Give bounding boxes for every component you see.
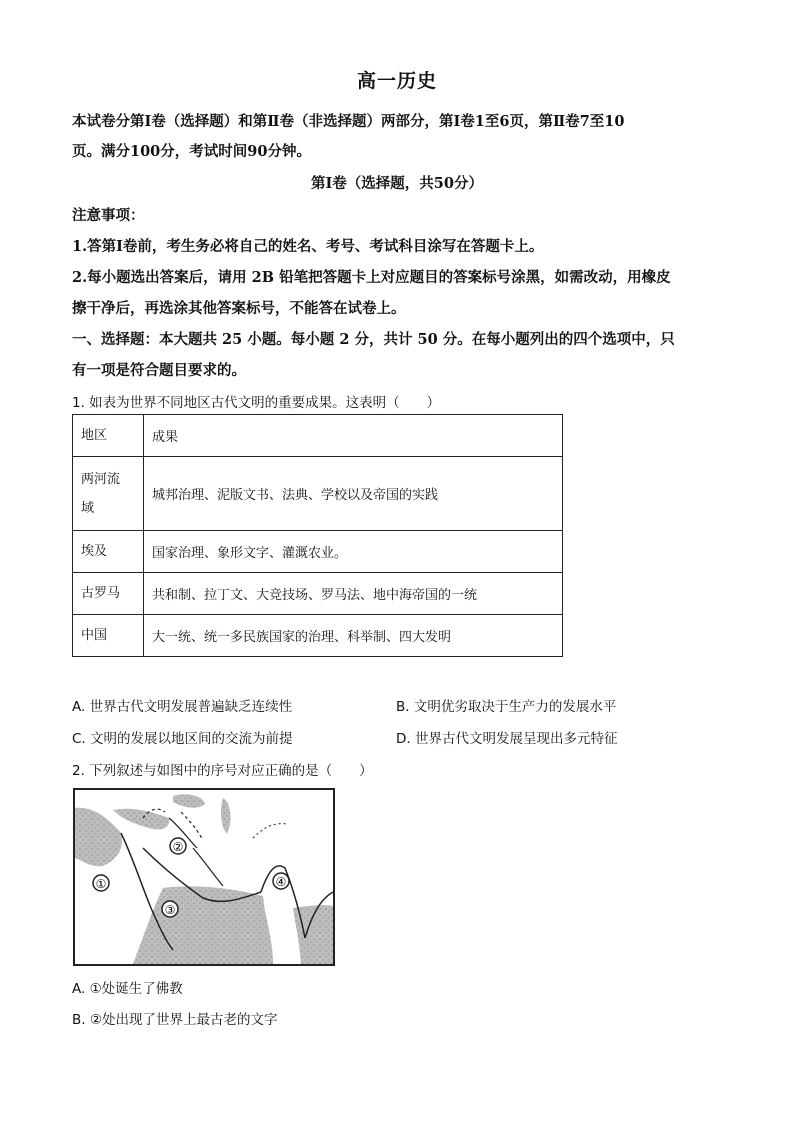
q1-option-b: B. 文明优劣取决于生产力的发展水平 bbox=[396, 699, 617, 715]
table-header-row bbox=[73, 415, 563, 457]
table-row bbox=[73, 615, 563, 657]
notice-heading: 注意事项： bbox=[72, 207, 145, 224]
intro-line-2: 页。满分100分，考试时间90分钟。 bbox=[72, 143, 311, 160]
achievements-table bbox=[72, 414, 563, 657]
notice-item-2-line-1: 2.每小题选出答案后，请用 2B 铅笔把答题卡上对应题目的答案标号涂黑，如需改动，用橡皮 bbox=[72, 269, 671, 286]
intro-line-1: 本试卷分第Ⅰ卷（选择题）和第Ⅱ卷（非选择题）两部分，第Ⅰ卷1至6页，第Ⅱ卷7至10 bbox=[72, 113, 625, 130]
table-cell-result: 国家治理、象形文字、灌溉农业。 bbox=[144, 531, 563, 573]
question-2-stem: 2. 下列叙述与如图中的序号对应正确的是（ ） bbox=[72, 763, 373, 779]
ancient-civilizations-map bbox=[73, 788, 335, 966]
table-cell-region: 古罗马 bbox=[73, 573, 144, 615]
table-cell-result: 城邦治理、泥版文书、法典、学校以及帝国的实践 bbox=[144, 457, 563, 531]
table-cell-region: 中国 bbox=[73, 615, 144, 657]
map-marker-3: ③ bbox=[164, 903, 176, 917]
q2-option-a: A. ①处诞生了佛教 bbox=[72, 981, 183, 997]
table-header-result: 成果 bbox=[144, 415, 563, 457]
section-title: 第Ⅰ卷（选择题，共50分） bbox=[311, 175, 483, 192]
table-cell-result: 共和制、拉丁文、大竞技场、罗马法、地中海帝国的一统 bbox=[144, 573, 563, 615]
table-header-region: 地区 bbox=[73, 415, 144, 457]
table-cell-result: 大一统、统一多民族国家的治理、科举制、四大发明 bbox=[144, 615, 563, 657]
part-one-line-1: 一、选择题：本大题共 25 小题。每小题 2 分，共计 50 分。在每小题列出的四个选项中，只 bbox=[72, 331, 675, 348]
table-row bbox=[73, 531, 563, 573]
q1-option-a: A. 世界古代文明发展普遍缺乏连续性 bbox=[72, 699, 293, 715]
table-cell-region: 两河流 域 bbox=[73, 457, 144, 531]
q1-option-c: C. 文明的发展以地区间的交流为前提 bbox=[72, 731, 293, 747]
q2-option-b: B. ②处出现了世界上最古老的文字 bbox=[72, 1012, 278, 1028]
map-marker-4: ④ bbox=[275, 875, 287, 889]
notice-item-2-line-2: 擦干净后，再选涂其他答案标号，不能答在试卷上。 bbox=[72, 300, 406, 317]
table-row bbox=[73, 573, 563, 615]
notice-item-1: 1.答第Ⅰ卷前，考生务必将自己的姓名、考号、考试科目涂写在答题卡上。 bbox=[72, 238, 544, 255]
q1-option-d: D. 世界古代文明发展呈现出多元特征 bbox=[396, 731, 618, 747]
page-title: 高一历史 bbox=[356, 70, 437, 92]
map-marker-2: ② bbox=[172, 840, 184, 854]
table-cell-region: 埃及 bbox=[73, 531, 144, 573]
table-row bbox=[73, 457, 563, 531]
map-marker-1: ① bbox=[95, 877, 107, 891]
question-1-stem: 1. 如表为世界不同地区古代文明的重要成果。这表明（ ） bbox=[72, 395, 441, 411]
part-one-line-2: 有一项是符合题目要求的。 bbox=[72, 362, 246, 379]
